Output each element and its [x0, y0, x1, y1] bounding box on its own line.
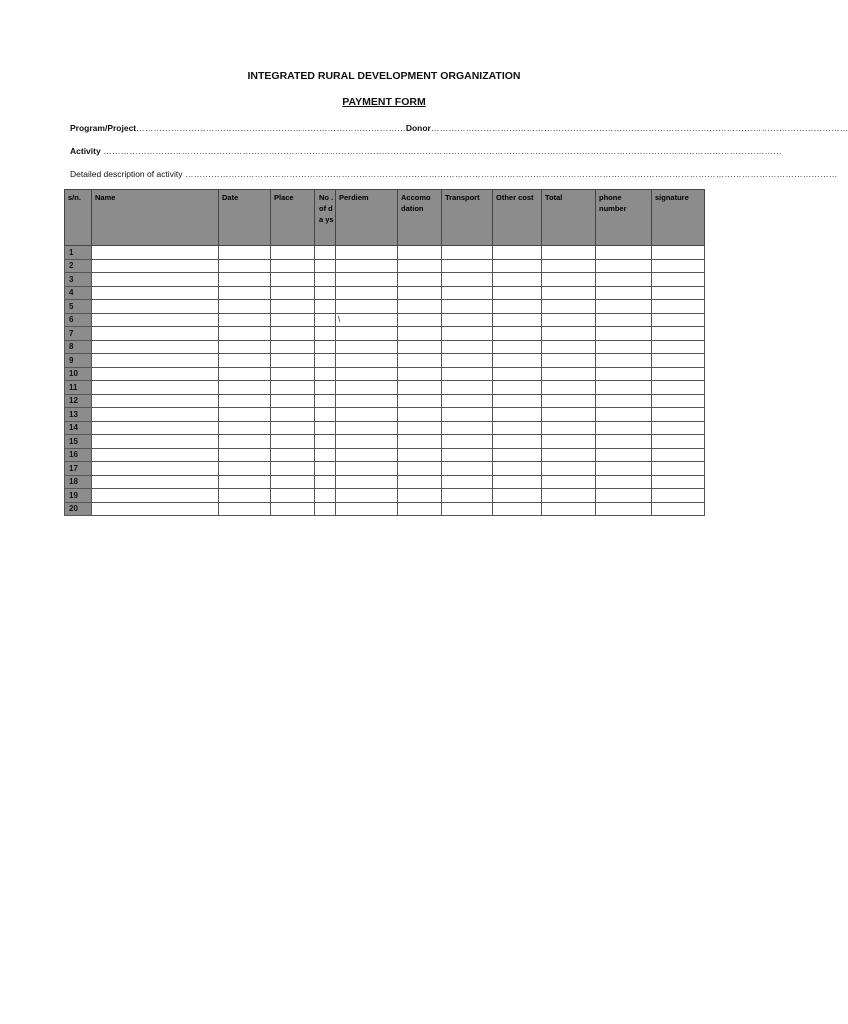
row-number: 12	[65, 394, 92, 408]
row-number: 7	[65, 327, 92, 341]
table-cell[interactable]	[271, 462, 315, 476]
table-cell[interactable]	[219, 327, 271, 341]
table-cell[interactable]	[336, 462, 398, 476]
table-cell[interactable]	[493, 300, 542, 314]
table-cell[interactable]	[442, 313, 493, 327]
table-cell[interactable]	[315, 327, 336, 341]
table-row	[65, 448, 705, 462]
table-cell[interactable]	[398, 448, 442, 462]
table-cell[interactable]	[493, 489, 542, 503]
table-cell[interactable]	[398, 246, 442, 260]
row-number: 9	[65, 354, 92, 368]
table-cell[interactable]	[652, 502, 705, 516]
table-cell[interactable]	[652, 354, 705, 368]
table-cell[interactable]	[336, 327, 398, 341]
table-cell[interactable]	[92, 340, 219, 354]
table-cell[interactable]	[442, 327, 493, 341]
table-cell[interactable]	[92, 259, 219, 273]
table-cell[interactable]	[315, 367, 336, 381]
table-cell[interactable]	[493, 408, 542, 422]
stray-mark: \	[336, 313, 398, 327]
table-cell[interactable]	[315, 273, 336, 287]
table-cell[interactable]	[493, 327, 542, 341]
table-cell[interactable]	[219, 475, 271, 489]
table-cell[interactable]	[315, 381, 336, 395]
table-cell[interactable]	[493, 354, 542, 368]
table-cell[interactable]	[271, 381, 315, 395]
row-number: 4	[65, 286, 92, 300]
table-cell[interactable]	[652, 340, 705, 354]
table-cell[interactable]	[336, 394, 398, 408]
row-number: 8	[65, 340, 92, 354]
table-cell[interactable]	[315, 475, 336, 489]
table-cell[interactable]	[271, 448, 315, 462]
table-cell[interactable]	[652, 286, 705, 300]
table-cell[interactable]	[442, 489, 493, 503]
table-cell[interactable]	[92, 286, 219, 300]
table-cell[interactable]	[542, 286, 596, 300]
table-cell[interactable]	[315, 462, 336, 476]
table-row	[65, 259, 705, 273]
table-cell[interactable]	[493, 286, 542, 300]
table-cell[interactable]	[442, 340, 493, 354]
activity-line	[70, 146, 782, 156]
form-title	[0, 96, 768, 108]
table-cell[interactable]	[442, 300, 493, 314]
payment-table	[64, 189, 705, 516]
col-place: Place	[271, 190, 315, 246]
table-cell[interactable]	[596, 502, 652, 516]
table-cell[interactable]	[596, 381, 652, 395]
table-cell[interactable]	[271, 489, 315, 503]
table-cell[interactable]	[442, 408, 493, 422]
table-cell[interactable]	[493, 502, 542, 516]
table-row	[65, 327, 705, 341]
table-cell[interactable]	[315, 286, 336, 300]
table-cell[interactable]	[596, 327, 652, 341]
table-row	[65, 246, 705, 260]
col-transport: Transport	[442, 190, 493, 246]
table-row	[65, 475, 705, 489]
donor-label: Donor	[405, 123, 431, 133]
description-line	[70, 169, 838, 179]
table-cell[interactable]	[493, 394, 542, 408]
table-cell[interactable]	[219, 489, 271, 503]
col-date: Date	[219, 190, 271, 246]
table-cell[interactable]	[442, 502, 493, 516]
table-cell[interactable]	[542, 313, 596, 327]
table-cell[interactable]	[219, 448, 271, 462]
table-cell[interactable]	[652, 246, 705, 260]
row-number: 1	[65, 246, 92, 260]
table-cell[interactable]	[336, 259, 398, 273]
table-row	[65, 502, 705, 516]
row-number: 18	[65, 475, 92, 489]
table-cell[interactable]	[442, 475, 493, 489]
table-cell[interactable]	[315, 340, 336, 354]
table-cell[interactable]	[652, 381, 705, 395]
description-label: Detailed description of activity	[70, 169, 183, 179]
table-cell[interactable]	[596, 300, 652, 314]
col-days: No . of da ys	[315, 190, 336, 246]
table-cell[interactable]	[398, 273, 442, 287]
table-cell[interactable]	[398, 421, 442, 435]
program-donor-line	[70, 123, 848, 133]
table-cell[interactable]	[596, 286, 652, 300]
table-cell[interactable]	[493, 367, 542, 381]
table-cell[interactable]	[596, 435, 652, 449]
row-number: 10	[65, 367, 92, 381]
table-cell[interactable]	[219, 273, 271, 287]
table-cell[interactable]	[92, 421, 219, 435]
table-cell[interactable]	[542, 448, 596, 462]
col-accommodation: Accomo dation	[398, 190, 442, 246]
table-cell[interactable]	[219, 246, 271, 260]
table-cell[interactable]	[442, 354, 493, 368]
table-cell[interactable]	[596, 313, 652, 327]
table-cell[interactable]	[493, 421, 542, 435]
table-cell[interactable]	[542, 394, 596, 408]
table-cell[interactable]	[652, 448, 705, 462]
row-number: 15	[65, 435, 92, 449]
table-cell[interactable]	[219, 462, 271, 476]
table-cell[interactable]	[442, 394, 493, 408]
table-cell[interactable]	[336, 421, 398, 435]
table-row	[65, 286, 705, 300]
table-cell[interactable]	[493, 246, 542, 260]
table-cell[interactable]	[315, 246, 336, 260]
table-row	[65, 435, 705, 449]
table-cell[interactable]	[219, 381, 271, 395]
table-cell[interactable]	[652, 313, 705, 327]
table-cell[interactable]	[398, 340, 442, 354]
table-cell[interactable]	[652, 489, 705, 503]
table-cell[interactable]	[442, 367, 493, 381]
table-cell[interactable]	[336, 367, 398, 381]
table-cell[interactable]	[398, 408, 442, 422]
table-cell[interactable]	[542, 462, 596, 476]
table-cell[interactable]	[398, 313, 442, 327]
table-cell[interactable]	[271, 394, 315, 408]
table-cell[interactable]	[542, 246, 596, 260]
table-cell[interactable]	[336, 489, 398, 503]
table-cell[interactable]	[92, 475, 219, 489]
table-cell[interactable]	[92, 435, 219, 449]
table-cell[interactable]	[398, 354, 442, 368]
table-cell[interactable]	[336, 300, 398, 314]
table-cell[interactable]	[398, 489, 442, 503]
table-cell[interactable]	[219, 259, 271, 273]
table-cell[interactable]	[493, 340, 542, 354]
table-cell[interactable]	[442, 246, 493, 260]
donor-field[interactable]: ………………………………………………………………………………………………………………………………	[430, 123, 848, 133]
table-cell[interactable]	[652, 394, 705, 408]
table-cell[interactable]	[542, 489, 596, 503]
table-cell[interactable]	[596, 462, 652, 476]
table-cell[interactable]	[542, 435, 596, 449]
table-cell[interactable]	[652, 462, 705, 476]
table-cell[interactable]	[315, 408, 336, 422]
table-row	[65, 421, 705, 435]
table-body	[65, 246, 705, 516]
table-cell[interactable]	[219, 367, 271, 381]
table-cell[interactable]	[315, 421, 336, 435]
table-cell[interactable]	[315, 435, 336, 449]
table-cell[interactable]	[596, 489, 652, 503]
table-cell[interactable]	[542, 421, 596, 435]
table-cell[interactable]	[336, 246, 398, 260]
table-cell[interactable]	[442, 448, 493, 462]
table-cell[interactable]	[271, 502, 315, 516]
table-cell[interactable]	[92, 246, 219, 260]
table-cell[interactable]	[271, 273, 315, 287]
table-cell[interactable]	[271, 367, 315, 381]
table-row	[65, 340, 705, 354]
organization-title: INTEGRATED RURAL DEVELOPMENT ORGANIZATION	[247, 70, 521, 82]
table-row	[65, 367, 705, 381]
table-cell[interactable]	[92, 408, 219, 422]
table-cell[interactable]	[442, 273, 493, 287]
table-cell[interactable]	[442, 462, 493, 476]
table-cell[interactable]	[542, 354, 596, 368]
table-cell[interactable]	[542, 502, 596, 516]
table-cell[interactable]	[596, 273, 652, 287]
table-cell[interactable]	[596, 408, 652, 422]
table-cell[interactable]	[398, 462, 442, 476]
table-cell[interactable]	[336, 448, 398, 462]
table-cell[interactable]	[493, 381, 542, 395]
table-cell[interactable]	[219, 502, 271, 516]
table-cell[interactable]	[596, 246, 652, 260]
table-cell[interactable]	[336, 381, 398, 395]
table-cell[interactable]	[271, 300, 315, 314]
table-cell[interactable]	[315, 259, 336, 273]
table-row	[65, 462, 705, 476]
table-cell[interactable]	[442, 435, 493, 449]
table-cell[interactable]	[336, 340, 398, 354]
table-cell[interactable]	[542, 408, 596, 422]
table-cell[interactable]	[271, 408, 315, 422]
table-row	[65, 273, 705, 287]
col-sn: s/n.	[65, 190, 92, 246]
description-field[interactable]: ………………………………………………………………………………………………………………………………………………………………………………………………………	[182, 169, 838, 179]
table-cell[interactable]	[271, 421, 315, 435]
table-cell[interactable]	[493, 475, 542, 489]
table-cell[interactable]	[542, 475, 596, 489]
row-number: 19	[65, 489, 92, 503]
row-number: 13	[65, 408, 92, 422]
row-number: 2	[65, 259, 92, 273]
col-total: Total	[542, 190, 596, 246]
table-cell[interactable]	[271, 475, 315, 489]
form-title-text: PAYMENT FORM	[342, 96, 426, 108]
program-label: Program/Project	[70, 123, 137, 133]
table-cell[interactable]	[493, 313, 542, 327]
table-cell[interactable]	[271, 354, 315, 368]
table-cell[interactable]	[271, 259, 315, 273]
row-number: 3	[65, 273, 92, 287]
row-number: 20	[65, 502, 92, 516]
table-cell[interactable]	[652, 408, 705, 422]
table-cell[interactable]	[92, 300, 219, 314]
row-number: 6	[65, 313, 92, 327]
table-cell[interactable]	[596, 354, 652, 368]
table-cell[interactable]	[336, 273, 398, 287]
row-number: 14	[65, 421, 92, 435]
table-cell[interactable]	[493, 448, 542, 462]
table-cell[interactable]	[219, 394, 271, 408]
table-cell[interactable]	[336, 435, 398, 449]
table-cell[interactable]	[652, 273, 705, 287]
table-cell[interactable]	[336, 408, 398, 422]
row-number: 17	[65, 462, 92, 476]
table-cell[interactable]	[652, 327, 705, 341]
table-cell[interactable]	[92, 367, 219, 381]
table-cell[interactable]	[493, 435, 542, 449]
table-cell[interactable]	[92, 273, 219, 287]
table-cell[interactable]	[398, 367, 442, 381]
table-cell[interactable]	[219, 300, 271, 314]
table-cell[interactable]	[219, 354, 271, 368]
table-cell[interactable]	[442, 381, 493, 395]
table-cell[interactable]	[336, 354, 398, 368]
activity-field[interactable]: ………………………………………………………………………………………………………………………………………………………………………………………………………………	[100, 146, 782, 156]
table-row	[65, 354, 705, 368]
table-cell[interactable]	[315, 502, 336, 516]
table-cell[interactable]	[398, 327, 442, 341]
table-cell[interactable]	[92, 313, 219, 327]
row-number: 16	[65, 448, 92, 462]
table-cell[interactable]	[652, 367, 705, 381]
table-cell[interactable]	[315, 394, 336, 408]
table-cell[interactable]	[652, 300, 705, 314]
table-cell[interactable]	[398, 435, 442, 449]
table-cell[interactable]	[271, 313, 315, 327]
table-cell[interactable]	[542, 367, 596, 381]
table-cell[interactable]	[493, 462, 542, 476]
table-cell[interactable]	[596, 394, 652, 408]
table-cell[interactable]	[596, 367, 652, 381]
col-signature: signature	[652, 190, 705, 246]
table-row	[65, 381, 705, 395]
table-cell[interactable]	[442, 421, 493, 435]
table-cell[interactable]	[219, 421, 271, 435]
table-cell[interactable]	[315, 489, 336, 503]
table-cell[interactable]	[542, 300, 596, 314]
table-cell[interactable]	[398, 286, 442, 300]
table-cell[interactable]	[92, 354, 219, 368]
table-cell[interactable]	[92, 462, 219, 476]
table-cell[interactable]	[398, 475, 442, 489]
table-cell[interactable]	[596, 448, 652, 462]
table-cell[interactable]	[271, 246, 315, 260]
table-cell[interactable]	[271, 327, 315, 341]
col-perdiem: Perdiem	[336, 190, 398, 246]
table-cell[interactable]	[315, 300, 336, 314]
table-cell[interactable]	[398, 502, 442, 516]
table-cell[interactable]	[92, 327, 219, 341]
table-cell[interactable]	[542, 259, 596, 273]
table-cell[interactable]	[92, 381, 219, 395]
table-cell[interactable]	[92, 502, 219, 516]
table-cell[interactable]	[315, 448, 336, 462]
table-cell[interactable]	[542, 381, 596, 395]
table-row	[65, 313, 705, 327]
table-row	[65, 489, 705, 503]
table-cell[interactable]	[219, 340, 271, 354]
table-cell[interactable]	[542, 273, 596, 287]
table-cell[interactable]	[542, 327, 596, 341]
col-phone: phone number	[596, 190, 652, 246]
table-cell[interactable]	[398, 381, 442, 395]
table-cell[interactable]	[92, 394, 219, 408]
table-cell[interactable]	[596, 421, 652, 435]
col-name: Name	[92, 190, 219, 246]
table-cell[interactable]	[652, 435, 705, 449]
table-cell[interactable]	[398, 394, 442, 408]
table-cell[interactable]	[442, 286, 493, 300]
table-cell[interactable]	[596, 475, 652, 489]
table-cell[interactable]	[336, 286, 398, 300]
table-row	[65, 408, 705, 422]
table-cell[interactable]	[92, 448, 219, 462]
table-cell[interactable]	[219, 286, 271, 300]
table-cell[interactable]	[336, 502, 398, 516]
table-row	[65, 300, 705, 314]
table-cell[interactable]	[398, 300, 442, 314]
activity-label: Activity	[70, 146, 101, 156]
table-cell[interactable]	[271, 435, 315, 449]
table-cell[interactable]	[652, 259, 705, 273]
table-cell[interactable]	[596, 340, 652, 354]
table-cell[interactable]	[336, 475, 398, 489]
col-other-cost: Other cost	[493, 190, 542, 246]
table-cell[interactable]	[271, 286, 315, 300]
table-cell[interactable]	[271, 340, 315, 354]
table-cell[interactable]	[542, 340, 596, 354]
table-cell[interactable]	[315, 354, 336, 368]
table-cell[interactable]	[315, 313, 336, 327]
table-cell[interactable]	[652, 421, 705, 435]
table-header-row	[65, 190, 705, 246]
table-cell[interactable]	[219, 435, 271, 449]
table-cell[interactable]	[219, 408, 271, 422]
table-cell[interactable]	[596, 259, 652, 273]
table-cell[interactable]	[493, 273, 542, 287]
program-field[interactable]: …………………………………………………………………………………	[136, 123, 406, 133]
table-row	[65, 394, 705, 408]
table-cell[interactable]	[652, 475, 705, 489]
table-cell[interactable]	[398, 259, 442, 273]
table-cell[interactable]	[493, 259, 542, 273]
row-number: 11	[65, 381, 92, 395]
table-cell[interactable]	[442, 259, 493, 273]
row-number: 5	[65, 300, 92, 314]
table-cell[interactable]	[92, 489, 219, 503]
table-cell[interactable]	[219, 313, 271, 327]
